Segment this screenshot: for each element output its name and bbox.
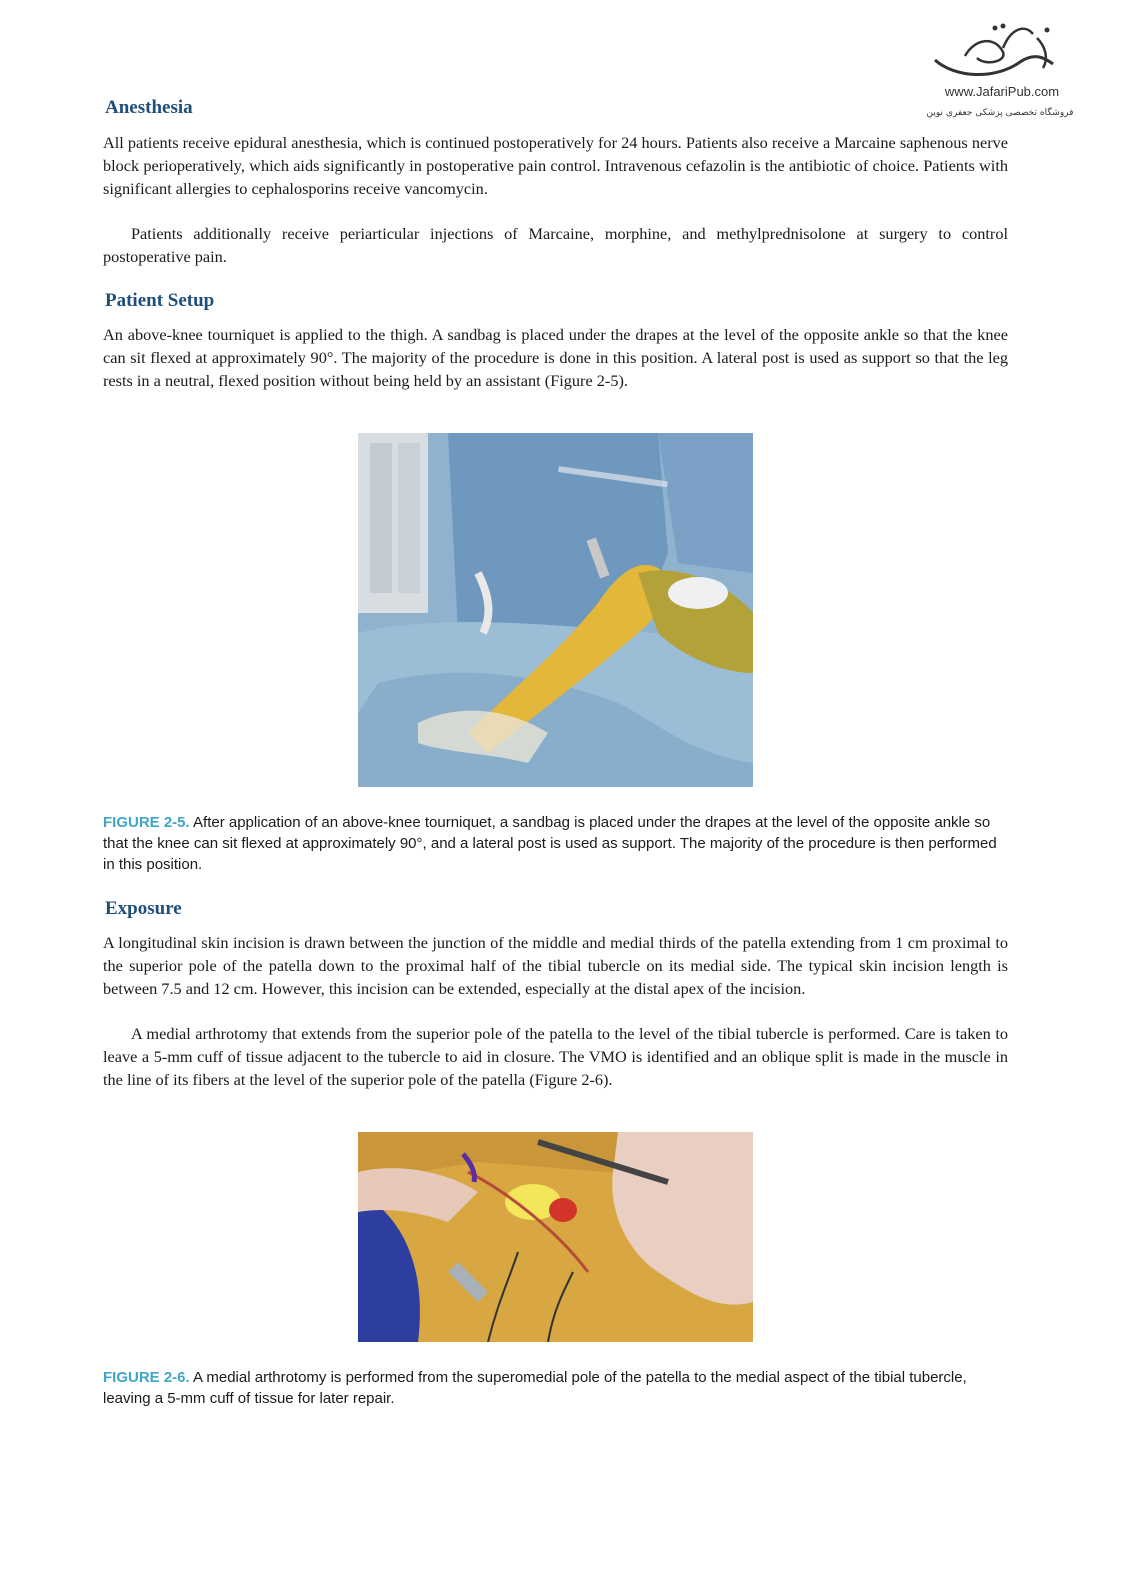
surgical-setup-photo bbox=[358, 433, 753, 787]
heading-exposure: Exposure bbox=[105, 898, 182, 919]
figure-2-6-image bbox=[358, 1132, 753, 1342]
figure-2-5-label: FIGURE 2-5. bbox=[103, 814, 190, 831]
paragraph-anesthesia-2: Patients additionally receive periarticular injections of Marcaine, morphine, and methylprednisolone at surgery to control postoperative pain. bbox=[103, 224, 1008, 266]
figure-2-5-image bbox=[358, 433, 753, 787]
heading-anesthesia: Anesthesia bbox=[105, 97, 193, 118]
paragraph-exposure-1: A longitudinal skin incision is drawn between the junction of the middle and medial thirds of the patella extending from 1 cm proximal to the superior pole of the patella down to the proximal half of the tibial tubercle on its medial side. The typical skin incision length is between 7.5 and 12 cm. However, this incision can be extended, especially at the distal apex of the incision. bbox=[103, 933, 1008, 998]
publisher-logo bbox=[925, 18, 1085, 128]
figure-2-5-caption-text: After application of an above-knee tourniquet, a sandbag is placed under the drapes at the level of the opposite ankle so that the knee can sit flexed at approximately 90°, and a lateral post is used as support. The majority of the procedure is then performed in this position. bbox=[103, 814, 997, 873]
heading-patient-setup: Patient Setup bbox=[105, 290, 215, 311]
figure-2-6-caption-text: A medial arthrotomy is performed from the superomedial pole of the patella to the medial aspect of the tibial tubercle, leaving a 5-mm cuff of tissue for later repair. bbox=[103, 1369, 967, 1407]
publisher-subtitle: فروشگاه تخصصی پزشکی جعفری نوین bbox=[926, 108, 1074, 118]
figure-2-5-caption bbox=[103, 812, 1008, 875]
calligraphy-logo-icon bbox=[925, 18, 1085, 84]
paragraph-patient-setup-1: An above-knee tourniquet is applied to the thigh. A sandbag is placed under the drapes at the level of the opposite ankle so that the knee can sit flexed at approximately 90°. The majority of the procedure is done in this position. A lateral post is used as support so that the leg rests in a neutral, flexed position without being held by an assistant (Figure 2-5). bbox=[103, 325, 1008, 390]
figure-2-6-caption bbox=[103, 1367, 1008, 1409]
paragraph-anesthesia-1: All patients receive epidural anesthesia, which is continued postoperatively for 24 hours. Patients also receive a Marcaine saphenous nerve block perioperatively, which aids significantly in postoperative pain control. Intravenous cefazolin is the antibiotic of choice. Patients with significant allergies to cephalosporins receive vancomycin. bbox=[103, 133, 1008, 198]
publisher-website: www.JafariPub.com bbox=[944, 84, 1060, 99]
arthrotomy-photo bbox=[358, 1132, 753, 1342]
paragraph-exposure-2: A medial arthrotomy that extends from the superior pole of the patella to the level of the tibial tubercle is performed. Care is taken to leave a 5-mm cuff of tissue adjacent to the tubercle to aid in closure. The VMO is identified and an oblique split is made in the muscle in the line of its fibers at the level of the superior pole of the patella (Figure 2-6). bbox=[103, 1024, 1008, 1089]
figure-2-6-label: FIGURE 2-6. bbox=[103, 1369, 190, 1386]
